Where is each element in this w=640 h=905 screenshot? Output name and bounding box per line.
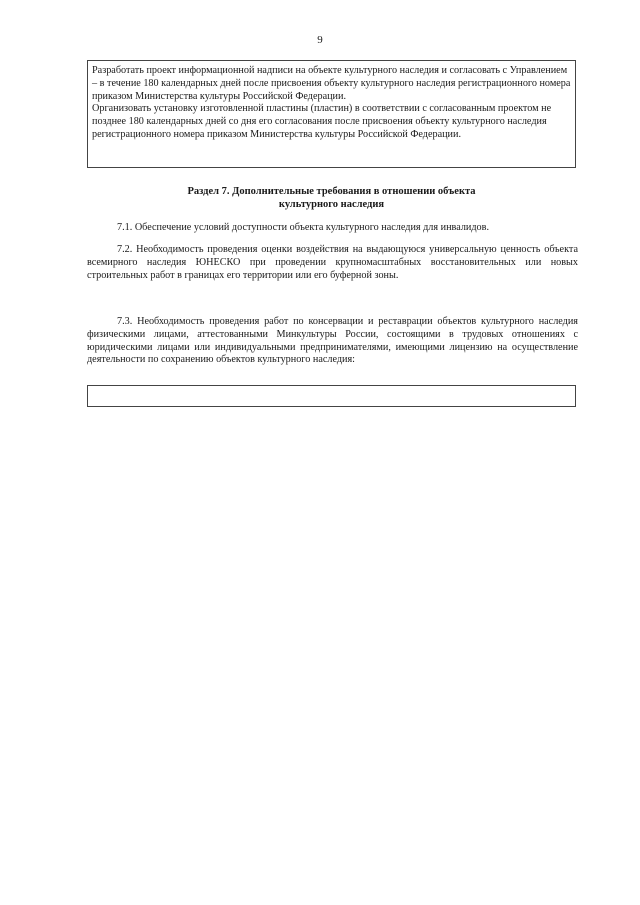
box-paragraph-inscription-project: Разработать проект информационной надписи на объекте культурного наследия и согласовать с Управлением – в течение 180 календарных дней после присвоения объекту культурного наследия регистрационного номера приказом Министерства культуры Российской Федерации. <box>92 65 571 102</box>
paragraph-7-3: 7.3. Необходимость проведения работ по консервации и реставрации объектов культурного наследия физическими лицами, аттестованными Минкультуры России, состоящими в трудовых отношениях с юридическими лицами или индивидуальными предпринимателями, имеющими лицензию на осуществление деятельности по сохранению объектов культурного наследия: <box>87 316 578 366</box>
requirements-box <box>87 60 576 168</box>
section-title-line-2: культурного наследия <box>278 199 385 210</box>
paragraph-7-2: 7.2. Необходимость проведения оценки воздействия на выдающуюся универсальную ценность объекта всемирного наследия ЮНЕСКО при проведении крупномасштабных восстановительных или новых строительных работ в границах его территории или его буферной зоны. <box>87 244 578 281</box>
empty-table-box <box>87 385 576 407</box>
box-paragraph-plate-installation: Организовать установку изготовленной пластины (пластин) в соответствии с согласованным проектом не позднее 180 календарных дней со дня его согласования после присвоения объекту культурного наследия регистрационного номера приказом Министерства культуры Российской Федерации. <box>92 103 552 140</box>
section-7-heading <box>87 185 576 211</box>
paragraph-7-1: 7.1. Обеспечение условий доступности объекта культурного наследия для инвалидов. <box>117 222 489 233</box>
section-title-line-1: Раздел 7. Дополнительные требования в отношении объекта <box>187 186 476 197</box>
page-number: 9 <box>317 34 323 46</box>
